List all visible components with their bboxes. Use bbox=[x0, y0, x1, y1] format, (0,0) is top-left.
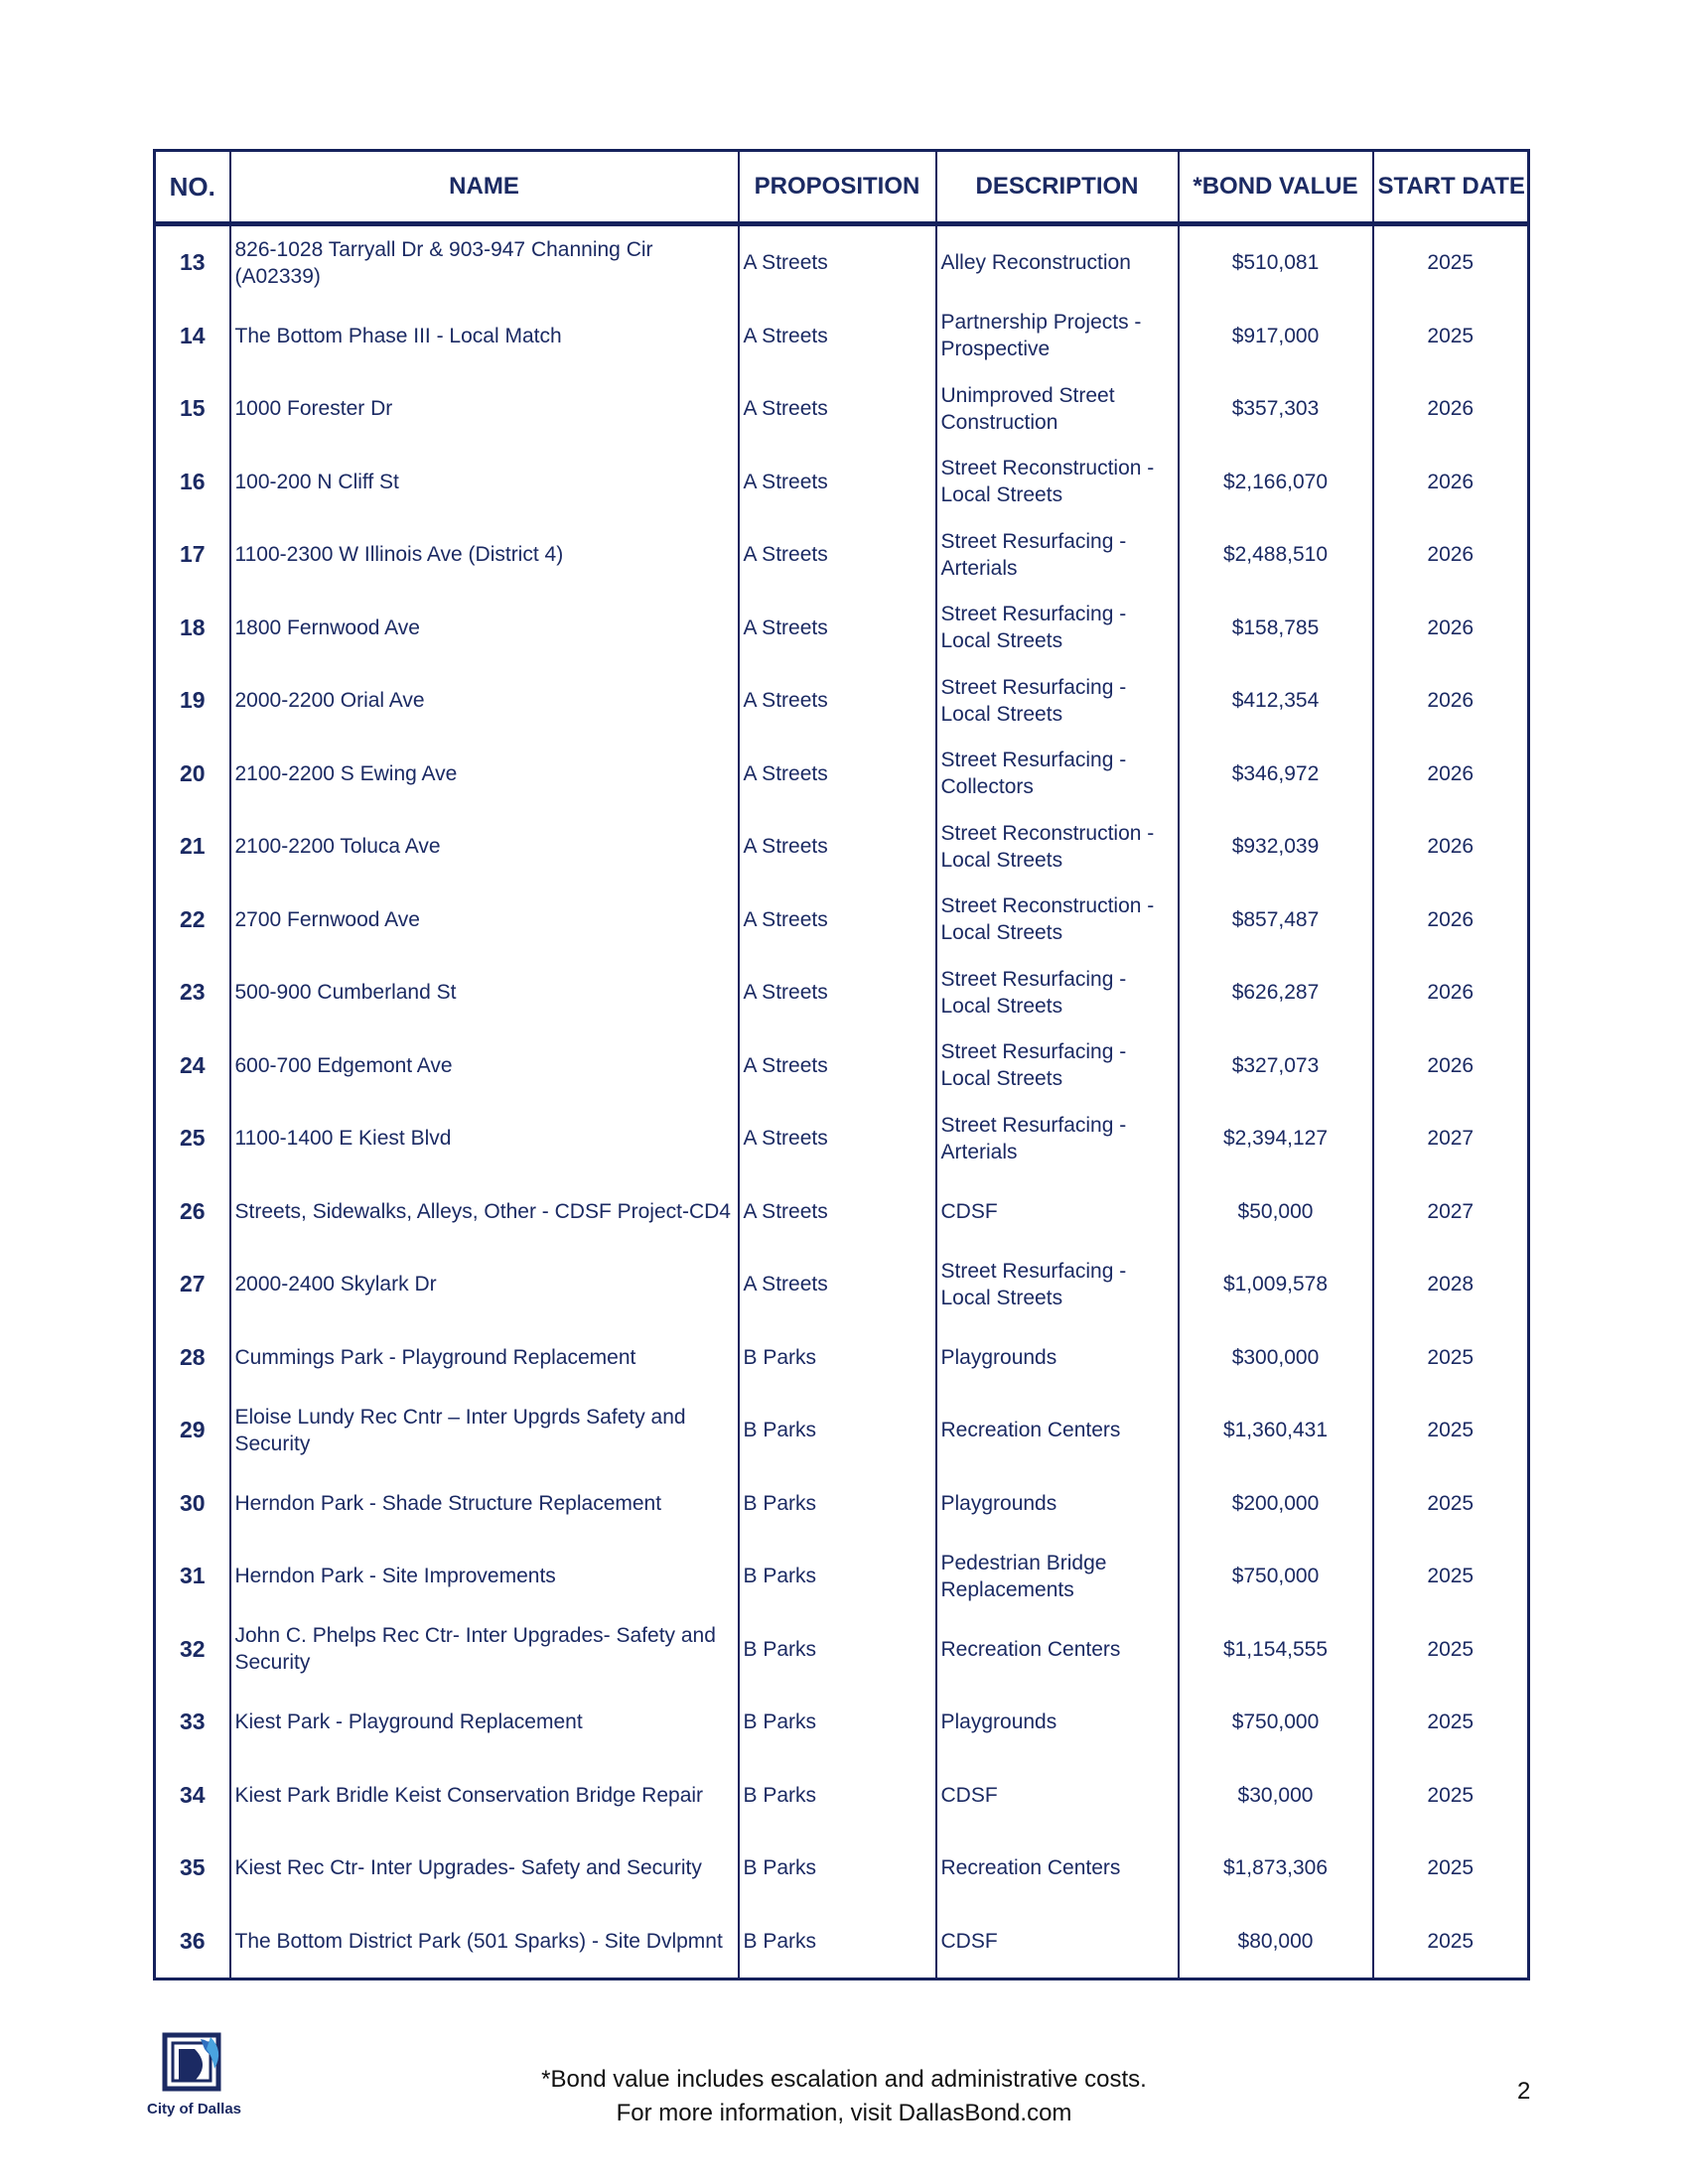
cell-row-number: 19 bbox=[155, 664, 230, 738]
cell-start-date: 2025 bbox=[1373, 1686, 1529, 1759]
cell-start-date: 2026 bbox=[1373, 592, 1529, 665]
cell-bond-value: $412,354 bbox=[1179, 664, 1373, 738]
table-row bbox=[155, 1832, 1529, 1905]
cell-project-name: 2700 Fernwood Ave bbox=[230, 884, 739, 957]
cell-project-name: Cummings Park - Playground Replacement bbox=[230, 1321, 739, 1395]
cell-start-date: 2026 bbox=[1373, 664, 1529, 738]
cell-start-date: 2028 bbox=[1373, 1248, 1529, 1321]
table-row bbox=[155, 1102, 1529, 1175]
bond-projects-table bbox=[153, 149, 1530, 1980]
cell-proposition: A Streets bbox=[739, 300, 936, 373]
cell-project-name: 2100-2200 Toluca Ave bbox=[230, 810, 739, 884]
cell-bond-value: $626,287 bbox=[1179, 956, 1373, 1029]
cell-row-number: 26 bbox=[155, 1175, 230, 1249]
cell-row-number: 28 bbox=[155, 1321, 230, 1395]
cell-row-number: 33 bbox=[155, 1686, 230, 1759]
header-bond-value: *BOND VALUE bbox=[1179, 151, 1373, 224]
cell-start-date: 2026 bbox=[1373, 956, 1529, 1029]
cell-row-number: 32 bbox=[155, 1613, 230, 1687]
cell-project-name: 1100-2300 W Illinois Ave (District 4) bbox=[230, 518, 739, 592]
cell-description: Street Reconstruction - Local Streets bbox=[936, 446, 1179, 519]
cell-proposition: A Streets bbox=[739, 738, 936, 811]
cell-proposition: A Streets bbox=[739, 224, 936, 300]
table-row bbox=[155, 1394, 1529, 1467]
table-row bbox=[155, 224, 1529, 300]
cell-description: Pedestrian Bridge Replacements bbox=[936, 1540, 1179, 1613]
cell-start-date: 2025 bbox=[1373, 1321, 1529, 1395]
cell-project-name: Streets, Sidewalks, Alleys, Other - CDSF Project-CD4 bbox=[230, 1175, 739, 1249]
cell-proposition: A Streets bbox=[739, 446, 936, 519]
table-row bbox=[155, 592, 1529, 665]
table-body bbox=[155, 224, 1529, 1979]
cell-proposition: B Parks bbox=[739, 1394, 936, 1467]
cell-start-date: 2025 bbox=[1373, 1613, 1529, 1687]
table-row bbox=[155, 1029, 1529, 1103]
cell-bond-value: $510,081 bbox=[1179, 224, 1373, 300]
cell-project-name: 2000-2200 Orial Ave bbox=[230, 664, 739, 738]
cell-start-date: 2025 bbox=[1373, 1540, 1529, 1613]
header-description: DESCRIPTION bbox=[936, 151, 1179, 224]
cell-proposition: A Streets bbox=[739, 1248, 936, 1321]
cell-description: Street Resurfacing - Local Streets bbox=[936, 956, 1179, 1029]
table-header-row bbox=[155, 151, 1529, 224]
cell-start-date: 2026 bbox=[1373, 518, 1529, 592]
cell-proposition: B Parks bbox=[739, 1613, 936, 1687]
cell-bond-value: $50,000 bbox=[1179, 1175, 1373, 1249]
cell-project-name: Kiest Park Bridle Keist Conservation Bridge Repair bbox=[230, 1759, 739, 1833]
cell-description: Unimproved Street Construction bbox=[936, 372, 1179, 446]
cell-row-number: 15 bbox=[155, 372, 230, 446]
cell-description: Street Resurfacing - Local Streets bbox=[936, 1248, 1179, 1321]
table-row bbox=[155, 884, 1529, 957]
table-row bbox=[155, 1175, 1529, 1249]
cell-description: Street Reconstruction - Local Streets bbox=[936, 810, 1179, 884]
cell-description: Alley Reconstruction bbox=[936, 224, 1179, 300]
cell-bond-value: $327,073 bbox=[1179, 1029, 1373, 1103]
cell-project-name: 2100-2200 S Ewing Ave bbox=[230, 738, 739, 811]
table-row bbox=[155, 956, 1529, 1029]
table-row bbox=[155, 1248, 1529, 1321]
page-number: 2 bbox=[1517, 2078, 1531, 2105]
cell-bond-value: $158,785 bbox=[1179, 592, 1373, 665]
cell-bond-value: $932,039 bbox=[1179, 810, 1373, 884]
table-row bbox=[155, 1759, 1529, 1833]
cell-start-date: 2025 bbox=[1373, 1759, 1529, 1833]
cell-row-number: 25 bbox=[155, 1102, 230, 1175]
table-row bbox=[155, 1540, 1529, 1613]
cell-row-number: 13 bbox=[155, 224, 230, 300]
cell-row-number: 30 bbox=[155, 1467, 230, 1541]
cell-description: Partnership Projects - Prospective bbox=[936, 300, 1179, 373]
cell-description: Street Resurfacing - Arterials bbox=[936, 1102, 1179, 1175]
cell-start-date: 2026 bbox=[1373, 372, 1529, 446]
cell-row-number: 29 bbox=[155, 1394, 230, 1467]
cell-start-date: 2026 bbox=[1373, 884, 1529, 957]
cell-proposition: A Streets bbox=[739, 664, 936, 738]
cell-project-name: The Bottom Phase III - Local Match bbox=[230, 300, 739, 373]
cell-project-name: 600-700 Edgemont Ave bbox=[230, 1029, 739, 1103]
cell-project-name: John C. Phelps Rec Ctr- Inter Upgrades- Safety and Security bbox=[230, 1613, 739, 1687]
cell-description: Playgrounds bbox=[936, 1686, 1179, 1759]
cell-project-name: 1800 Fernwood Ave bbox=[230, 592, 739, 665]
header-name: NAME bbox=[230, 151, 739, 224]
table-row bbox=[155, 1905, 1529, 1979]
cell-bond-value: $750,000 bbox=[1179, 1686, 1373, 1759]
table-row bbox=[155, 518, 1529, 592]
cell-project-name: 826-1028 Tarryall Dr & 903-947 Channing Cir (A02339) bbox=[230, 224, 739, 300]
cell-description: Street Resurfacing - Arterials bbox=[936, 518, 1179, 592]
table-row bbox=[155, 1321, 1529, 1395]
cell-bond-value: $1,873,306 bbox=[1179, 1832, 1373, 1905]
cell-proposition: B Parks bbox=[739, 1832, 936, 1905]
cell-proposition: B Parks bbox=[739, 1759, 936, 1833]
cell-proposition: B Parks bbox=[739, 1321, 936, 1395]
cell-start-date: 2025 bbox=[1373, 1467, 1529, 1541]
more-info-link-text: For more information, visit DallasBond.com bbox=[616, 2100, 1072, 2126]
cell-bond-value: $1,154,555 bbox=[1179, 1613, 1373, 1687]
cell-proposition: A Streets bbox=[739, 1102, 936, 1175]
cell-start-date: 2025 bbox=[1373, 1394, 1529, 1467]
cell-description: Playgrounds bbox=[936, 1321, 1179, 1395]
cell-description: Playgrounds bbox=[936, 1467, 1179, 1541]
cell-start-date: 2025 bbox=[1373, 224, 1529, 300]
cell-project-name: 1100-1400 E Kiest Blvd bbox=[230, 1102, 739, 1175]
cell-proposition: B Parks bbox=[739, 1905, 936, 1979]
cell-project-name: Herndon Park - Site Improvements bbox=[230, 1540, 739, 1613]
cell-start-date: 2025 bbox=[1373, 1832, 1529, 1905]
cell-row-number: 22 bbox=[155, 884, 230, 957]
cell-project-name: 100-200 N Cliff St bbox=[230, 446, 739, 519]
cell-row-number: 18 bbox=[155, 592, 230, 665]
cell-description: Street Resurfacing - Local Streets bbox=[936, 664, 1179, 738]
cell-proposition: A Streets bbox=[739, 884, 936, 957]
cell-project-name: 2000-2400 Skylark Dr bbox=[230, 1248, 739, 1321]
table-row bbox=[155, 372, 1529, 446]
cell-proposition: A Streets bbox=[739, 956, 936, 1029]
cell-row-number: 14 bbox=[155, 300, 230, 373]
cell-proposition: B Parks bbox=[739, 1686, 936, 1759]
cell-row-number: 21 bbox=[155, 810, 230, 884]
cell-project-name: 1000 Forester Dr bbox=[230, 372, 739, 446]
cell-proposition: B Parks bbox=[739, 1467, 936, 1541]
cell-bond-value: $1,009,578 bbox=[1179, 1248, 1373, 1321]
table-row bbox=[155, 664, 1529, 738]
cell-proposition: A Streets bbox=[739, 810, 936, 884]
cell-bond-value: $917,000 bbox=[1179, 300, 1373, 373]
header-start-date: START DATE bbox=[1373, 151, 1529, 224]
cell-project-name: Herndon Park - Shade Structure Replacement bbox=[230, 1467, 739, 1541]
cell-description: Recreation Centers bbox=[936, 1394, 1179, 1467]
cell-start-date: 2026 bbox=[1373, 738, 1529, 811]
cell-row-number: 36 bbox=[155, 1905, 230, 1979]
cell-proposition: A Streets bbox=[739, 372, 936, 446]
cell-bond-value: $2,394,127 bbox=[1179, 1102, 1373, 1175]
cell-start-date: 2025 bbox=[1373, 1905, 1529, 1979]
cell-proposition: B Parks bbox=[739, 1540, 936, 1613]
table-row bbox=[155, 810, 1529, 884]
cell-description: Recreation Centers bbox=[936, 1832, 1179, 1905]
cell-proposition: A Streets bbox=[739, 1029, 936, 1103]
cell-project-name: Kiest Rec Ctr- Inter Upgrades- Safety and Security bbox=[230, 1832, 739, 1905]
cell-row-number: 31 bbox=[155, 1540, 230, 1613]
cell-row-number: 24 bbox=[155, 1029, 230, 1103]
cell-bond-value: $300,000 bbox=[1179, 1321, 1373, 1395]
cell-description: Street Resurfacing - Local Streets bbox=[936, 592, 1179, 665]
cell-bond-value: $2,488,510 bbox=[1179, 518, 1373, 592]
header-no: NO. bbox=[155, 151, 230, 224]
cell-row-number: 20 bbox=[155, 738, 230, 811]
cell-bond-value: $750,000 bbox=[1179, 1540, 1373, 1613]
cell-row-number: 35 bbox=[155, 1832, 230, 1905]
cell-start-date: 2027 bbox=[1373, 1175, 1529, 1249]
cell-start-date: 2026 bbox=[1373, 810, 1529, 884]
cell-description: Street Reconstruction - Local Streets bbox=[936, 884, 1179, 957]
cell-project-name: 500-900 Cumberland St bbox=[230, 956, 739, 1029]
city-of-dallas-logo-text: City of Dallas bbox=[147, 2101, 242, 2117]
cell-description: Recreation Centers bbox=[936, 1613, 1179, 1687]
table-row bbox=[155, 1467, 1529, 1541]
table-row bbox=[155, 1686, 1529, 1759]
table-row bbox=[155, 738, 1529, 811]
cell-description: Street Resurfacing - Collectors bbox=[936, 738, 1179, 811]
cell-proposition: A Streets bbox=[739, 1175, 936, 1249]
cell-row-number: 27 bbox=[155, 1248, 230, 1321]
header-proposition: PROPOSITION bbox=[739, 151, 936, 224]
cell-row-number: 34 bbox=[155, 1759, 230, 1833]
cell-bond-value: $346,972 bbox=[1179, 738, 1373, 811]
cell-description: Street Resurfacing - Local Streets bbox=[936, 1029, 1179, 1103]
cell-bond-value: $200,000 bbox=[1179, 1467, 1373, 1541]
cell-row-number: 23 bbox=[155, 956, 230, 1029]
cell-start-date: 2026 bbox=[1373, 1029, 1529, 1103]
cell-start-date: 2027 bbox=[1373, 1102, 1529, 1175]
bond-value-footnote: *Bond value includes escalation and administrative costs. bbox=[541, 2066, 1147, 2093]
table-row bbox=[155, 300, 1529, 373]
cell-bond-value: $357,303 bbox=[1179, 372, 1373, 446]
cell-bond-value: $2,166,070 bbox=[1179, 446, 1373, 519]
cell-bond-value: $30,000 bbox=[1179, 1759, 1373, 1833]
cell-bond-value: $1,360,431 bbox=[1179, 1394, 1373, 1467]
cell-row-number: 17 bbox=[155, 518, 230, 592]
cell-bond-value: $80,000 bbox=[1179, 1905, 1373, 1979]
table-row bbox=[155, 1613, 1529, 1687]
cell-proposition: A Streets bbox=[739, 518, 936, 592]
table-row bbox=[155, 446, 1529, 519]
cell-row-number: 16 bbox=[155, 446, 230, 519]
cell-description: CDSF bbox=[936, 1175, 1179, 1249]
cell-description: CDSF bbox=[936, 1905, 1179, 1979]
cell-bond-value: $857,487 bbox=[1179, 884, 1373, 957]
cell-description: CDSF bbox=[936, 1759, 1179, 1833]
cell-start-date: 2025 bbox=[1373, 300, 1529, 373]
cell-project-name: Kiest Park - Playground Replacement bbox=[230, 1686, 739, 1759]
cell-project-name: The Bottom District Park (501 Sparks) - Site Dvlpmnt bbox=[230, 1905, 739, 1979]
cell-project-name: Eloise Lundy Rec Cntr – Inter Upgrds Safety and Security bbox=[230, 1394, 739, 1467]
cell-start-date: 2026 bbox=[1373, 446, 1529, 519]
cell-proposition: A Streets bbox=[739, 592, 936, 665]
